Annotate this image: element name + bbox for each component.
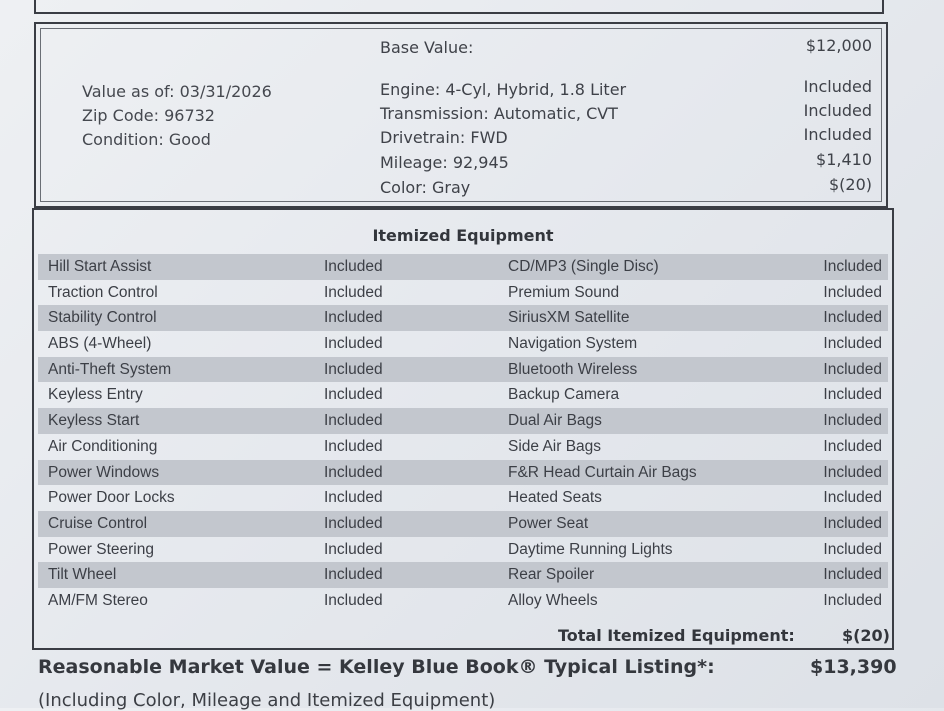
equipment-item-value: Included — [324, 283, 383, 301]
table-row — [38, 588, 888, 614]
equipment-item-name: Power Seat — [508, 514, 589, 532]
market-value-label: Reasonable Market Value = Kelley Blue Book® Typical Listing*: — [38, 656, 715, 678]
itemized-equipment-box — [32, 208, 894, 650]
table-row — [38, 434, 888, 460]
equipment-item-value: Included — [324, 386, 383, 404]
equipment-item-value: Included — [823, 386, 882, 404]
spec-mileage: Mileage: 92,945 — [380, 153, 509, 172]
equipment-item-name: Cruise Control — [48, 514, 148, 532]
equipment-item-name: Alloy Wheels — [508, 591, 598, 609]
equipment-item-value: Included — [324, 412, 383, 430]
equipment-item-value: Included — [324, 514, 383, 532]
base-value-label: Base Value: — [380, 38, 474, 57]
equipment-item-value: Included — [823, 437, 882, 455]
spec-drivetrain-value: Included — [803, 125, 872, 144]
equipment-item-name: Keyless Entry — [48, 386, 143, 404]
total-itemized-label: Total Itemized Equipment: — [558, 626, 795, 645]
equipment-item-name: SiriusXM Satellite — [508, 309, 630, 327]
equipment-item-name: Power Door Locks — [48, 489, 175, 507]
equipment-item-value: Included — [823, 489, 882, 507]
spec-mileage-value: $1,410 — [816, 150, 872, 169]
table-row — [38, 562, 888, 588]
spec-color: Color: Gray — [380, 178, 471, 197]
equipment-item-name: Navigation System — [508, 335, 638, 353]
equipment-item-value: Included — [324, 591, 383, 609]
equipment-item-name: Daytime Running Lights — [508, 540, 673, 558]
table-row — [38, 280, 888, 306]
spec-transmission-value: Included — [803, 101, 872, 120]
table-row — [38, 357, 888, 383]
equipment-item-value: Included — [823, 463, 882, 481]
spec-drivetrain: Drivetrain: FWD — [380, 128, 508, 147]
market-value: $13,390 — [810, 656, 897, 678]
equipment-item-name: CD/MP3 (Single Disc) — [508, 258, 659, 275]
itemized-equipment-title: Itemized Equipment — [372, 226, 554, 245]
equipment-item-value: Included — [324, 335, 383, 353]
equipment-item-name: Heated Seats — [508, 489, 602, 507]
table-row — [38, 408, 888, 434]
equipment-item-name: Keyless Start — [48, 412, 140, 430]
equipment-item-name: Air Conditioning — [48, 437, 158, 455]
equipment-item-value: Included — [823, 540, 882, 558]
table-row — [38, 382, 888, 408]
equipment-item-name: Stability Control — [48, 309, 157, 327]
table-row — [38, 305, 888, 331]
vehicle-summary-box — [34, 22, 888, 208]
previous-section-box — [34, 0, 884, 14]
equipment-item-name: Power Windows — [48, 463, 160, 481]
equipment-item-value: Included — [324, 258, 383, 275]
equipment-item-value: Included — [823, 258, 882, 275]
equipment-item-name: Bluetooth Wireless — [508, 360, 638, 378]
equipment-item-name: Backup Camera — [508, 386, 620, 404]
equipment-item-name: F&R Head Curtain Air Bags — [508, 463, 697, 481]
spec-engine-value: Included — [803, 77, 872, 96]
table-row — [38, 485, 888, 511]
equipment-item-value: Included — [324, 309, 383, 327]
equipment-item-name: Power Steering — [48, 540, 154, 558]
base-value: $12,000 — [805, 36, 872, 55]
equipment-rows — [38, 254, 888, 614]
equipment-item-value: Included — [823, 412, 882, 430]
equipment-item-name: Traction Control — [48, 283, 158, 301]
spec-color-value: $(20) — [828, 175, 872, 194]
equipment-item-value: Included — [324, 540, 383, 558]
equipment-item-name: Dual Air Bags — [508, 412, 602, 430]
spec-transmission: Transmission: Automatic, CVT — [380, 104, 618, 123]
equipment-item-value: Included — [823, 309, 882, 327]
spec-engine: Engine: 4-Cyl, Hybrid, 1.8 Liter — [380, 80, 627, 99]
equipment-item-name: Side Air Bags — [508, 437, 602, 455]
equipment-item-value: Included — [324, 360, 383, 378]
zip-code: Zip Code: 96732 — [82, 106, 215, 125]
equipment-item-name: Premium Sound — [508, 283, 620, 301]
equipment-item-value: Included — [823, 566, 882, 584]
equipment-item-name: ABS (4-Wheel) — [48, 335, 152, 353]
equipment-item-value: Included — [823, 335, 882, 353]
equipment-item-value: Included — [324, 463, 383, 481]
value-as-of: Value as of: 03/31/2026 — [82, 82, 272, 101]
table-row — [38, 511, 888, 537]
total-itemized-value: $(20) — [841, 626, 890, 645]
equipment-item-value: Included — [823, 514, 882, 532]
equipment-item-name: Rear Spoiler — [508, 566, 595, 584]
equipment-item-value: Included — [324, 437, 383, 455]
equipment-item-value: Included — [823, 591, 882, 609]
equipment-item-value: Included — [823, 360, 882, 378]
equipment-item-name: Hill Start Assist — [48, 258, 152, 275]
equipment-item-name: AM/FM Stereo — [48, 591, 148, 609]
equipment-item-name: Anti-Theft System — [48, 360, 172, 378]
equipment-item-value: Included — [324, 566, 383, 584]
equipment-item-value: Included — [823, 283, 882, 301]
table-row — [38, 331, 888, 357]
equipment-item-name: Tilt Wheel — [48, 566, 117, 584]
table-row — [38, 254, 888, 280]
equipment-item-value: Included — [324, 489, 383, 507]
condition: Condition: Good — [82, 130, 211, 149]
market-value-footnote: (Including Color, Mileage and Itemized Equipment) — [38, 690, 496, 711]
table-row — [38, 537, 888, 563]
table-row — [38, 460, 888, 486]
